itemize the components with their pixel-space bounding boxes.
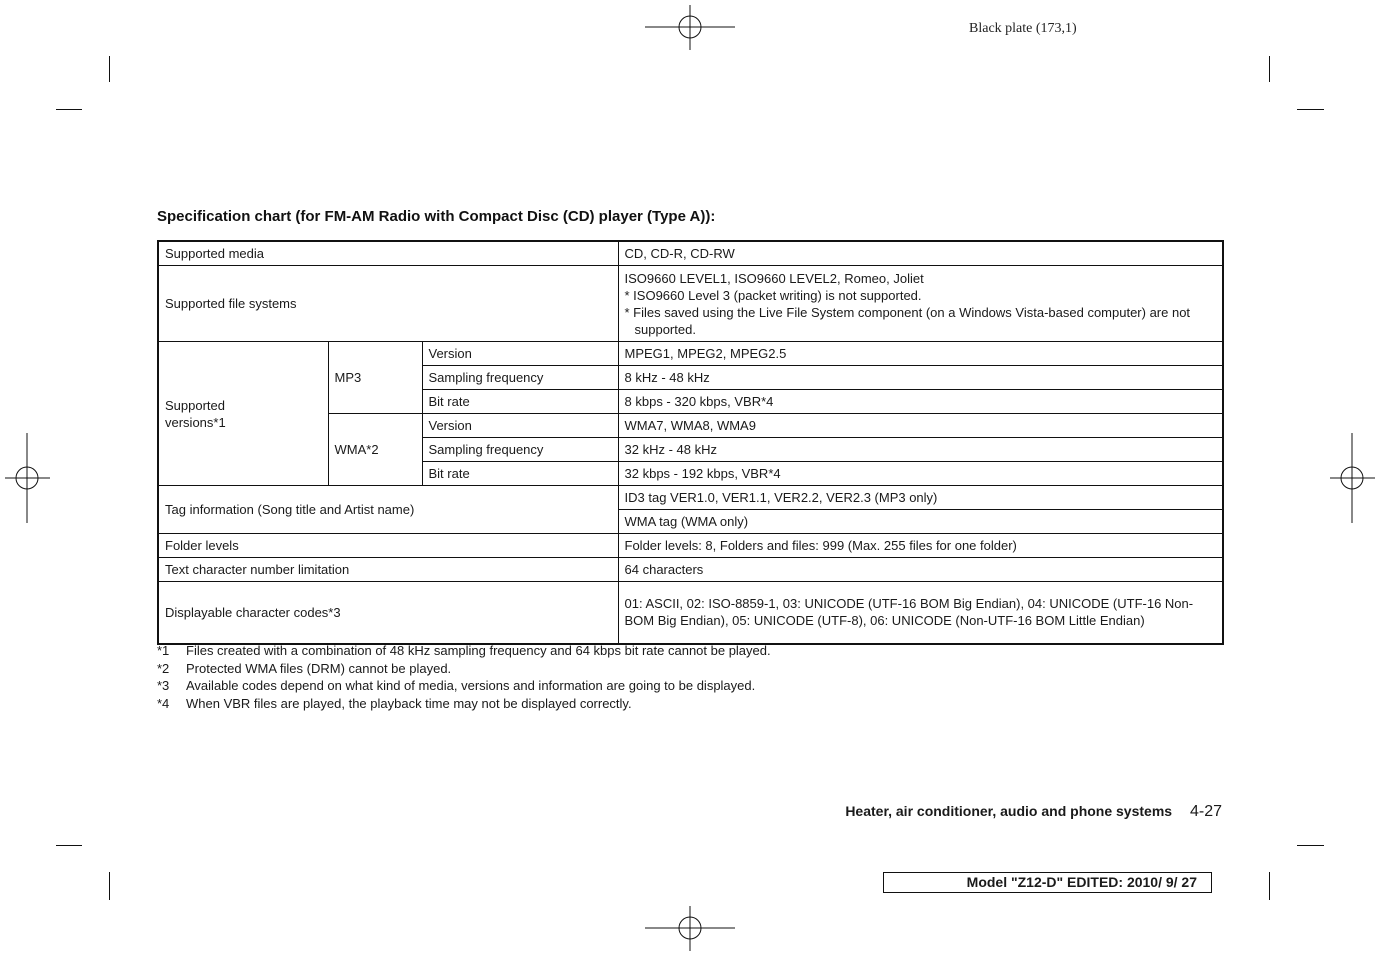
spec-label: Sampling frequency xyxy=(422,366,618,390)
row-value: WMA tag (WMA only) xyxy=(618,510,1223,534)
format-label: MP3 xyxy=(328,342,422,414)
plate-label: Black plate (173,1) xyxy=(969,21,1077,36)
row-label: Tag information (Song title and Artist name) xyxy=(158,486,618,534)
table-row xyxy=(158,342,1223,366)
row-label: Supported media xyxy=(158,241,618,266)
page-number: 4-27 xyxy=(1189,803,1222,820)
row-value: 64 characters xyxy=(618,558,1223,582)
spec-value: 32 kHz - 48 kHz xyxy=(618,438,1223,462)
row-value: 01: ASCII, 02: ISO-8859-1, 03: UNICODE (UTF-16 BOM Big Endian), 04: UNICODE (UTF-16 Non-BOM Big Endian), 05: UNICODE (UTF-8), 06: UNICODE (Non-UTF-16 BOM Little Endian) xyxy=(618,582,1223,644)
row-label: Folder levels xyxy=(158,534,618,558)
footnote-mark: *3 xyxy=(157,678,170,693)
crop-mark xyxy=(1269,56,1270,82)
crop-mark xyxy=(109,56,110,82)
format-label: WMA*2 xyxy=(328,414,422,486)
footnote-text: When VBR files are played, the playback time may not be displayed correctly. xyxy=(186,695,632,711)
crop-mark xyxy=(56,109,82,110)
footnote xyxy=(157,695,771,713)
crop-mark xyxy=(109,872,110,900)
registration-mark-icon xyxy=(1330,433,1375,523)
crop-mark xyxy=(1269,872,1270,900)
table-row xyxy=(158,534,1223,558)
row-value: CD, CD-R, CD-RW xyxy=(618,241,1223,266)
footnote-text: Available codes depend on what kind of media, versions and information are going to be displayed. xyxy=(186,678,756,693)
footnote-mark: *1 xyxy=(157,643,170,658)
spec-label: Version xyxy=(422,342,618,366)
spec-value: 8 kHz - 48 kHz xyxy=(618,366,1223,390)
table-row xyxy=(158,558,1223,582)
spec-value: 32 kbps - 192 kbps, VBR*4 xyxy=(618,462,1223,486)
registration-mark-icon xyxy=(5,433,50,523)
row-label: Supported versions*1 xyxy=(158,342,328,486)
crop-mark xyxy=(1297,109,1324,110)
table-row xyxy=(158,241,1223,266)
footnote-text: Files created with a combination of 48 kHz sampling frequency and 64 kbps bit rate cannot be played. xyxy=(186,643,771,658)
spec-label: Version xyxy=(422,414,618,438)
footnote-mark: *4 xyxy=(157,695,170,711)
crop-mark xyxy=(56,845,82,846)
footnote-text: Protected WMA files (DRM) cannot be played. xyxy=(186,660,452,676)
spec-label: Sampling frequency xyxy=(422,438,618,462)
registration-mark-icon xyxy=(645,5,735,50)
spec-label: Bit rate xyxy=(422,462,618,486)
specification-table xyxy=(157,240,1224,645)
spec-value: MPEG1, MPEG2, MPEG2.5 xyxy=(618,342,1223,366)
row-label: Supported file systems xyxy=(158,266,618,342)
fs-note: * ISO9660 Level 3 (packet writing) is not supported. xyxy=(624,287,922,303)
footnote xyxy=(157,677,771,695)
fs-line: ISO9660 LEVEL1, ISO9660 LEVEL2, Romeo, Joliet xyxy=(624,270,924,286)
model-edited-box: Model "Z12-D" EDITED: 2010/ 9/ 27 xyxy=(883,872,1212,893)
row-value: ID3 tag VER1.0, VER1.1, VER2.2, VER2.3 (MP3 only) xyxy=(618,486,1223,510)
table-row xyxy=(158,582,1223,644)
table-row xyxy=(158,486,1223,510)
page-footer xyxy=(845,803,1222,821)
footnote xyxy=(157,642,771,660)
footnotes xyxy=(157,642,771,712)
fs-note: * Files saved using the Live File System component (on a Windows Vista-based computer) are not supported. xyxy=(624,304,1191,337)
spec-value: WMA7, WMA8, WMA9 xyxy=(618,414,1223,438)
registration-mark-icon xyxy=(645,906,735,951)
crop-mark xyxy=(1297,845,1324,846)
row-value: Folder levels: 8, Folders and files: 999 (Max. 255 files for one folder) xyxy=(618,534,1223,558)
footnote xyxy=(157,660,771,678)
spec-label: Bit rate xyxy=(422,390,618,414)
row-label: Displayable character codes*3 xyxy=(158,582,618,644)
row-value xyxy=(618,266,1223,342)
row-label: Text character number limitation xyxy=(158,558,618,582)
spec-value: 8 kbps - 320 kbps, VBR*4 xyxy=(618,390,1223,414)
table-row xyxy=(158,266,1223,342)
section-title: Heater, air conditioner, audio and phone systems xyxy=(845,803,1173,819)
chart-title: Specification chart (for FM-AM Radio with Compact Disc (CD) player (Type A)): xyxy=(157,208,716,225)
footnote-mark: *2 xyxy=(157,660,170,676)
